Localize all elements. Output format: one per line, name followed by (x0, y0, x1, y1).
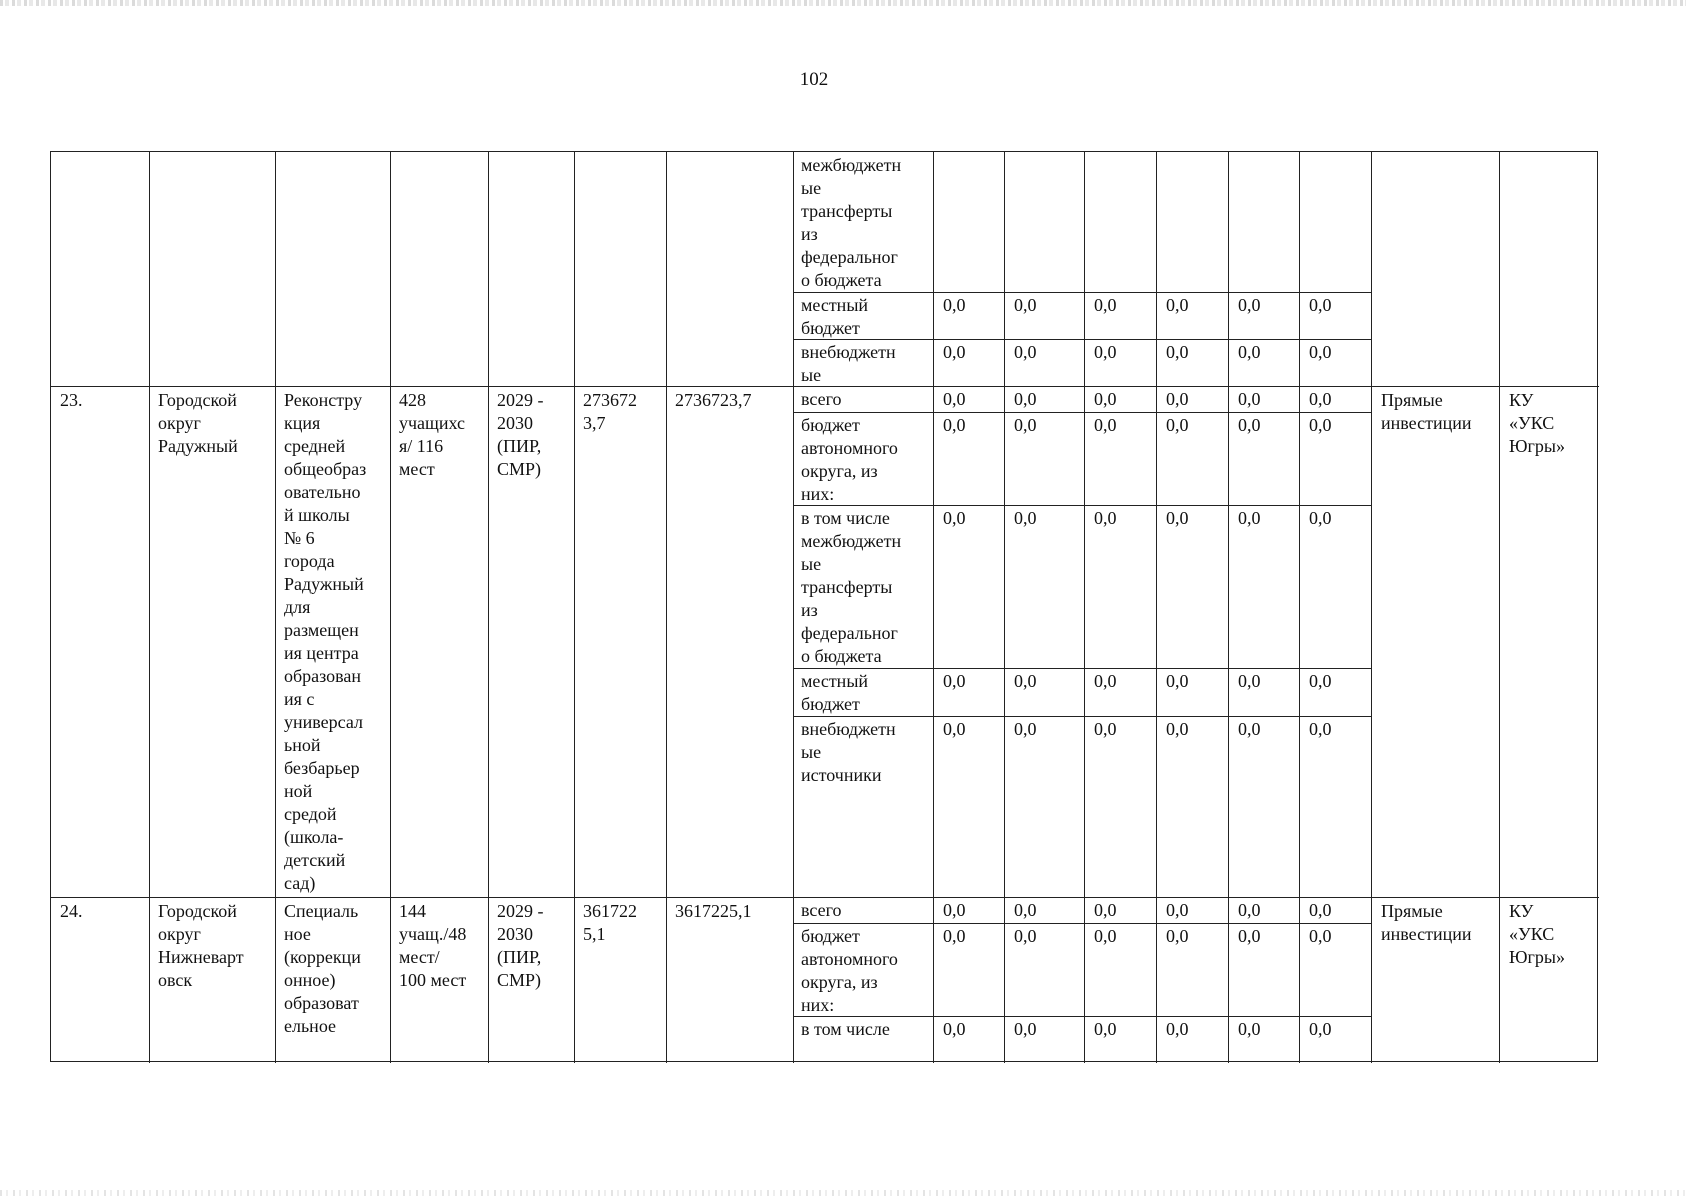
column-divider (933, 152, 934, 1063)
source-row-divider (793, 412, 1371, 413)
funding-value: 0,0 (1094, 295, 1117, 315)
capacity: 428 учащихс я/ 116 мест (399, 390, 466, 479)
funding-value: 0,0 (1166, 295, 1189, 315)
column-divider (1299, 152, 1300, 1063)
funding-value: 0,0 (943, 508, 966, 528)
estimated-cost: 361722 5,1 (583, 901, 637, 944)
funding-value: 0,0 (1014, 508, 1037, 528)
source-row-divider (793, 505, 1371, 506)
funding-value: 0,0 (1309, 389, 1332, 409)
funding-value: 0,0 (1014, 415, 1037, 435)
funding-value: 0,0 (943, 926, 966, 946)
funding-value: 0,0 (943, 719, 966, 739)
source-row-divider (793, 292, 1371, 293)
funding-value: 0,0 (1166, 389, 1189, 409)
district-name: Городской округ Радужный (158, 390, 238, 456)
funding-value: 0,0 (943, 295, 966, 315)
funding-value: 0,0 (943, 342, 966, 362)
funding-value: 0,0 (1094, 671, 1117, 691)
funding-source-label: всего (801, 389, 842, 409)
funding-value: 0,0 (943, 415, 966, 435)
funding-value: 0,0 (1238, 342, 1261, 362)
funding-value: 0,0 (1166, 508, 1189, 528)
district-name: Городской округ Нижневарт овск (158, 901, 244, 990)
source-row-divider (793, 716, 1371, 717)
funding-value: 0,0 (1309, 342, 1332, 362)
funding-value: 0,0 (1238, 389, 1261, 409)
funding-source-label: внебюджетн ые источники (801, 719, 896, 785)
funding-value: 0,0 (943, 389, 966, 409)
funding-value: 0,0 (1238, 900, 1261, 920)
investment-mechanism: Прямые инвестиции (1381, 901, 1472, 944)
column-divider (149, 152, 150, 1063)
remaining-cost: 3617225,1 (675, 901, 752, 921)
funding-value: 0,0 (1014, 342, 1037, 362)
column-divider (1004, 152, 1005, 1063)
funding-value: 0,0 (1309, 295, 1332, 315)
column-divider (574, 152, 575, 1063)
funding-value: 0,0 (1238, 508, 1261, 528)
funding-value: 0,0 (1014, 671, 1037, 691)
column-divider (666, 152, 667, 1063)
source-row-divider (793, 923, 1371, 924)
row-number: 24. (60, 901, 83, 921)
funding-value: 0,0 (1014, 719, 1037, 739)
investment-mechanism: Прямые инвестиции (1381, 390, 1472, 433)
scan-edge-top (0, 0, 1686, 6)
funding-value: 0,0 (1014, 1019, 1037, 1039)
source-row-divider (793, 668, 1371, 669)
funding-source-label: местный бюджет (801, 295, 869, 338)
source-row-divider (793, 339, 1371, 340)
funding-value: 0,0 (1014, 900, 1037, 920)
funding-value: 0,0 (1166, 926, 1189, 946)
funding-source-label: в том числе межбюджетн ые трансферты из федеральног о бюджета (801, 508, 902, 666)
funding-value: 0,0 (1094, 389, 1117, 409)
funding-value: 0,0 (1309, 415, 1332, 435)
funding-value: 0,0 (943, 1019, 966, 1039)
implementation-period: 2029 - 2030 (ПИР, СМР) (497, 390, 544, 479)
funding-value: 0,0 (1094, 900, 1117, 920)
customer-name: КУ «УКС Югры» (1509, 390, 1565, 456)
funding-value: 0,0 (1014, 295, 1037, 315)
column-divider (793, 152, 794, 1063)
funding-value: 0,0 (1238, 719, 1261, 739)
column-divider (1371, 152, 1372, 1063)
funding-value: 0,0 (1166, 342, 1189, 362)
funding-value: 0,0 (1309, 926, 1332, 946)
funding-value: 0,0 (943, 900, 966, 920)
funding-value: 0,0 (1094, 1019, 1117, 1039)
funding-value: 0,0 (1094, 508, 1117, 528)
funding-value: 0,0 (1238, 926, 1261, 946)
funding-source-label: бюджет автономного округа, из них: (801, 415, 898, 504)
funding-value: 0,0 (1014, 926, 1037, 946)
funding-source-label: межбюджетн ые трансферты из федеральног о бюджета (801, 155, 902, 290)
funding-value: 0,0 (1094, 415, 1117, 435)
column-divider (1228, 152, 1229, 1063)
column-divider (1499, 152, 1500, 1063)
funding-value: 0,0 (1094, 342, 1117, 362)
customer-name: КУ «УКС Югры» (1509, 901, 1565, 967)
implementation-period: 2029 - 2030 (ПИР, СМР) (497, 901, 544, 990)
page-number: 102 (799, 69, 829, 90)
column-divider (390, 152, 391, 1063)
funding-source-label: внебюджетн ые (801, 342, 896, 385)
funding-value: 0,0 (1166, 900, 1189, 920)
funding-value: 0,0 (1238, 415, 1261, 435)
funding-source-label: местный бюджет (801, 671, 869, 714)
column-divider (275, 152, 276, 1063)
investment-objects-table (50, 151, 1598, 1062)
funding-value: 0,0 (1309, 900, 1332, 920)
funding-source-label: в том числе (801, 1019, 890, 1039)
funding-value: 0,0 (1094, 926, 1117, 946)
table-row-divider (51, 386, 1599, 387)
object-name: Специаль ное (коррекци онное) образоват ельное (284, 901, 361, 1036)
funding-value: 0,0 (1014, 389, 1037, 409)
funding-value: 0,0 (1166, 719, 1189, 739)
funding-value: 0,0 (1238, 671, 1261, 691)
funding-source-label: всего (801, 900, 842, 920)
funding-value: 0,0 (1309, 719, 1332, 739)
column-divider (488, 152, 489, 1063)
funding-value: 0,0 (1166, 1019, 1189, 1039)
funding-value: 0,0 (1238, 1019, 1261, 1039)
funding-value: 0,0 (1166, 415, 1189, 435)
funding-value: 0,0 (1166, 671, 1189, 691)
funding-value: 0,0 (1309, 671, 1332, 691)
estimated-cost: 273672 3,7 (583, 390, 637, 433)
column-divider (1084, 152, 1085, 1063)
funding-source-label: бюджет автономного округа, из них: (801, 926, 898, 1015)
remaining-cost: 2736723,7 (675, 390, 752, 410)
row-number: 23. (60, 390, 83, 410)
column-divider (1156, 152, 1157, 1063)
source-row-divider (793, 1016, 1371, 1017)
funding-value: 0,0 (1309, 508, 1332, 528)
funding-value: 0,0 (1309, 1019, 1332, 1039)
object-name: Реконстру кция средней общеобраз овательно й школы № 6 города Радужный для размещен ия центра образован ия с универсал ьной безбарьер ной средой (школа- детский сад) (284, 390, 367, 893)
capacity: 144 учащ./48 мест/ 100 мест (399, 901, 467, 990)
funding-value: 0,0 (1238, 295, 1261, 315)
scan-edge-bottom (0, 1190, 1686, 1196)
funding-value: 0,0 (943, 671, 966, 691)
funding-value: 0,0 (1094, 719, 1117, 739)
